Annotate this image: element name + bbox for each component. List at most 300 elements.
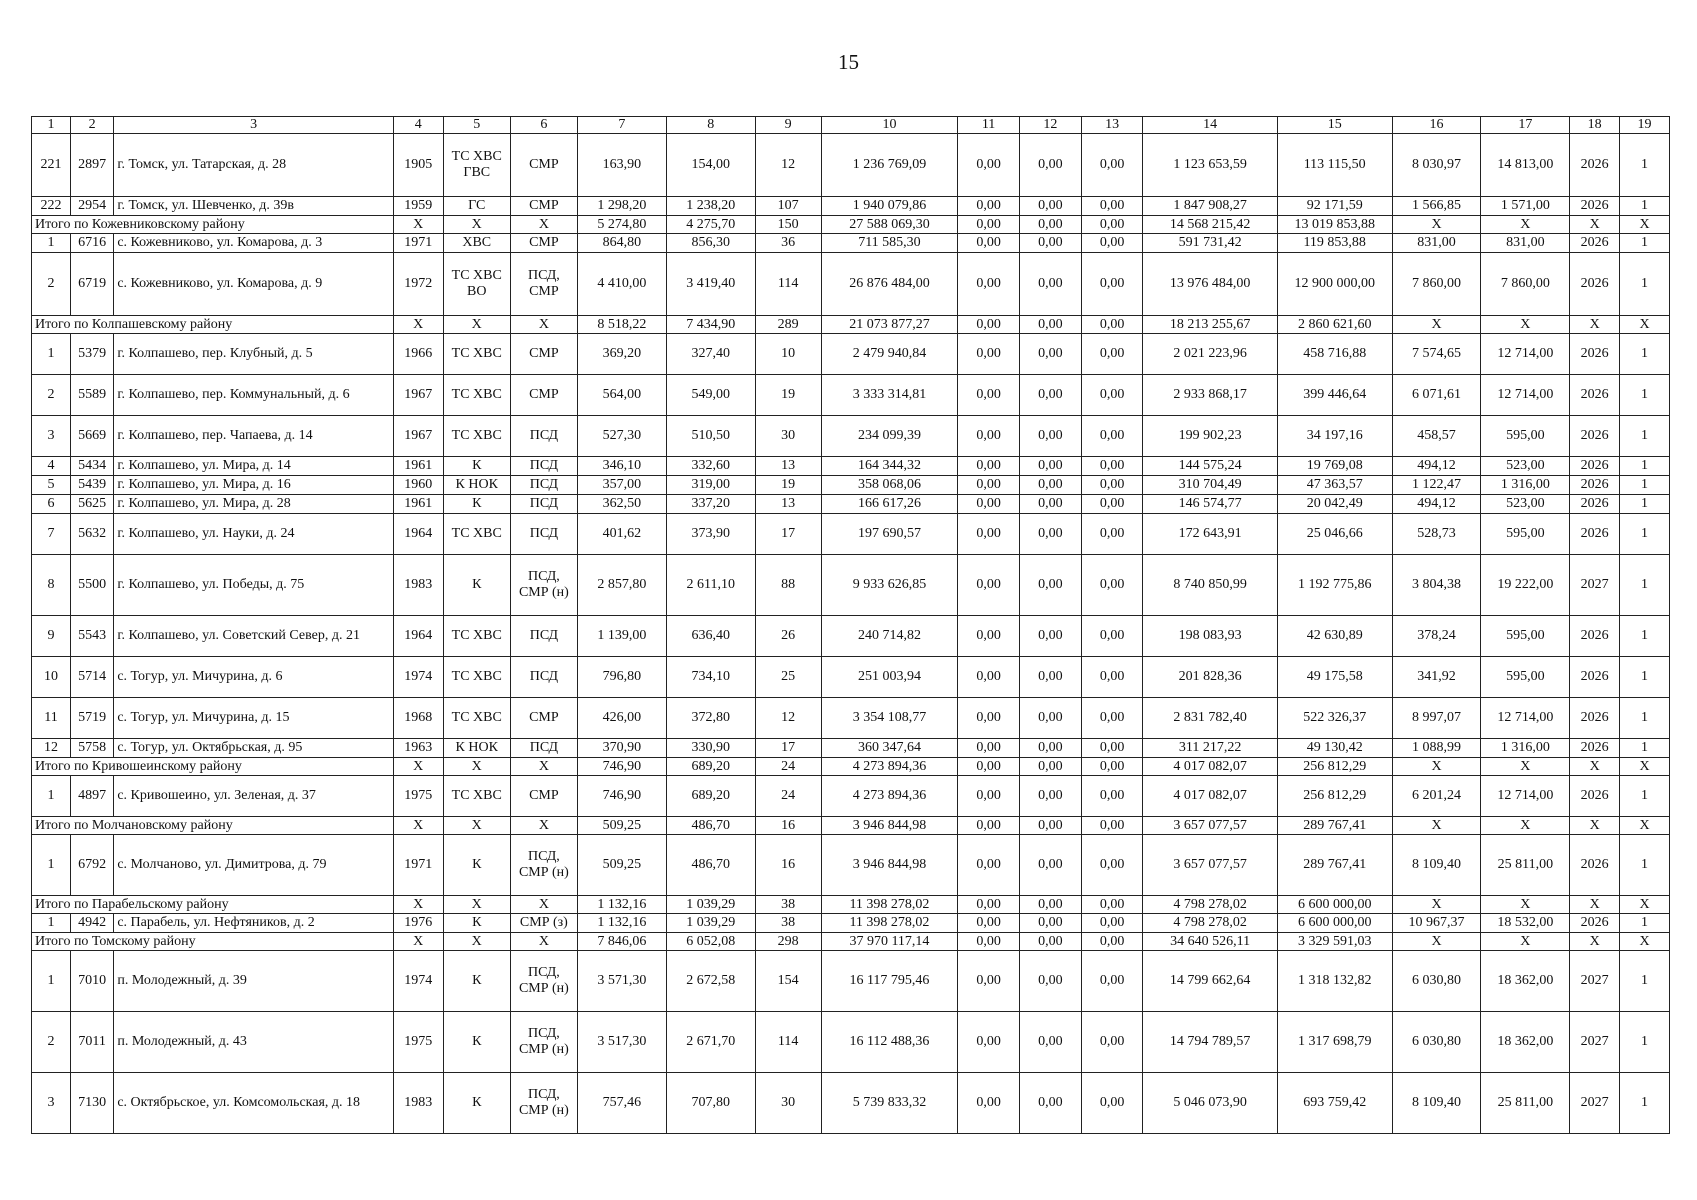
table-cell: X xyxy=(393,216,443,234)
table-cell: 38 xyxy=(755,896,821,914)
table-cell: 1959 xyxy=(393,197,443,216)
table-cell: 595,00 xyxy=(1481,514,1570,555)
table-cell: 0,00 xyxy=(1081,835,1143,896)
table-cell: К xyxy=(443,1073,510,1134)
column-number: 16 xyxy=(1392,117,1481,134)
table-cell: 0,00 xyxy=(958,1073,1020,1134)
table-cell: 10 xyxy=(755,334,821,375)
table-cell: 1 xyxy=(1620,197,1670,216)
table-cell: 163,90 xyxy=(577,134,666,197)
address-cell: г. Колпашево, ул. Мира, д. 28 xyxy=(114,495,394,514)
table-cell: X xyxy=(393,316,443,334)
table-cell: 2897 xyxy=(71,134,114,197)
table-cell: 0,00 xyxy=(1019,316,1081,334)
table-cell: 4 410,00 xyxy=(577,253,666,316)
table-cell: 0,00 xyxy=(1081,776,1143,817)
table-cell: 14 799 662,64 xyxy=(1143,951,1277,1012)
table-row xyxy=(32,334,1670,375)
table-cell: 6 071,61 xyxy=(1392,375,1481,416)
table-cell: 0,00 xyxy=(1081,1073,1143,1134)
table-cell: 6 600 000,00 xyxy=(1277,914,1392,933)
table-cell: X xyxy=(1481,316,1570,334)
table-cell: СМР xyxy=(510,234,577,253)
table-cell: 494,12 xyxy=(1392,495,1481,514)
table-cell: 486,70 xyxy=(666,817,755,835)
table-cell: 357,00 xyxy=(577,476,666,495)
table-cell: 2027 xyxy=(1570,1012,1620,1073)
table-row xyxy=(32,416,1670,457)
table-cell: 18 362,00 xyxy=(1481,1012,1570,1073)
table-cell: ПСД xyxy=(510,657,577,698)
table-cell: ТС ХВС xyxy=(443,334,510,375)
address-cell: с. Молчаново, ул. Димитрова, д. 79 xyxy=(114,835,394,896)
table-row xyxy=(32,197,1670,216)
table-cell: 0,00 xyxy=(1081,555,1143,616)
column-number: 15 xyxy=(1277,117,1392,134)
table-cell: ПСД xyxy=(510,476,577,495)
table-cell: 0,00 xyxy=(958,776,1020,817)
table-cell: 746,90 xyxy=(577,758,666,776)
table-cell: 113 115,50 xyxy=(1277,134,1392,197)
table-cell: 1 xyxy=(1620,776,1670,817)
table-cell: 1 039,29 xyxy=(666,914,755,933)
table-cell: 2026 xyxy=(1570,914,1620,933)
column-number: 14 xyxy=(1143,117,1277,134)
column-number: 18 xyxy=(1570,117,1620,134)
table-cell: 222 xyxy=(32,197,71,216)
address-cell: с. Тогур, ул. Октябрьская, д. 95 xyxy=(114,739,394,758)
address-cell: с. Октябрьское, ул. Комсомольская, д. 18 xyxy=(114,1073,394,1134)
table-cell: 6 201,24 xyxy=(1392,776,1481,817)
table-cell: 0,00 xyxy=(1019,253,1081,316)
table-cell: 1 xyxy=(32,776,71,817)
table-cell: 3 xyxy=(32,416,71,457)
table-cell: 0,00 xyxy=(1019,234,1081,253)
table-cell: 4942 xyxy=(71,914,114,933)
table-cell: 0,00 xyxy=(958,698,1020,739)
table-cell: 7 846,06 xyxy=(577,933,666,951)
table-cell: 3 354 108,77 xyxy=(821,698,958,739)
data-table xyxy=(31,116,1670,1134)
table-row xyxy=(32,616,1670,657)
table-cell: 154 xyxy=(755,951,821,1012)
table-cell: 0,00 xyxy=(1019,476,1081,495)
table-cell: 6 052,08 xyxy=(666,933,755,951)
table-cell: 25 811,00 xyxy=(1481,1073,1570,1134)
table-cell: К xyxy=(443,457,510,476)
district-total-label: Итого по Парабельскому району xyxy=(32,896,394,914)
table-cell: 2 831 782,40 xyxy=(1143,698,1277,739)
table-cell: 0,00 xyxy=(1019,914,1081,933)
table-cell: 256 812,29 xyxy=(1277,758,1392,776)
table-cell: 0,00 xyxy=(1081,933,1143,951)
table-cell: 9 xyxy=(32,616,71,657)
table-cell: 1967 xyxy=(393,416,443,457)
table-cell: 30 xyxy=(755,1073,821,1134)
table-cell: К НОК xyxy=(443,739,510,758)
table-cell: 1 123 653,59 xyxy=(1143,134,1277,197)
table-cell: 251 003,94 xyxy=(821,657,958,698)
table-cell: 0,00 xyxy=(1081,914,1143,933)
table-cell: 3 333 314,81 xyxy=(821,375,958,416)
table-cell: 7 434,90 xyxy=(666,316,755,334)
column-number: 11 xyxy=(958,117,1020,134)
table-cell: 1960 xyxy=(393,476,443,495)
district-total-row xyxy=(32,316,1670,334)
table-cell: X xyxy=(1481,933,1570,951)
table-cell: 6 030,80 xyxy=(1392,951,1481,1012)
table-cell: 12 xyxy=(32,739,71,758)
table-cell: 0,00 xyxy=(1081,951,1143,1012)
table-cell: 5 xyxy=(32,476,71,495)
table-cell: X xyxy=(510,896,577,914)
address-cell: с. Кожевниково, ул. Комарова, д. 3 xyxy=(114,234,394,253)
table-cell: X xyxy=(1481,216,1570,234)
table-cell: 1976 xyxy=(393,914,443,933)
table-cell: 1 xyxy=(1620,1012,1670,1073)
table-cell: 34 197,16 xyxy=(1277,416,1392,457)
table-cell: 1968 xyxy=(393,698,443,739)
table-cell: 0,00 xyxy=(1019,896,1081,914)
table-cell: 256 812,29 xyxy=(1277,776,1392,817)
table-cell: 114 xyxy=(755,253,821,316)
table-cell: ТС ХВС xyxy=(443,416,510,457)
table-cell: 0,00 xyxy=(958,457,1020,476)
table-cell: 26 876 484,00 xyxy=(821,253,958,316)
table-cell: 0,00 xyxy=(1081,476,1143,495)
table-cell: 8 109,40 xyxy=(1392,1073,1481,1134)
table-cell: 0,00 xyxy=(1081,316,1143,334)
table-cell: X xyxy=(443,216,510,234)
table-cell: 21 073 877,27 xyxy=(821,316,958,334)
table-cell: 2026 xyxy=(1570,197,1620,216)
table-cell: 0,00 xyxy=(1081,817,1143,835)
table-cell: X xyxy=(443,817,510,835)
table-cell: 0,00 xyxy=(1019,514,1081,555)
table-cell: X xyxy=(393,758,443,776)
table-cell: X xyxy=(1392,216,1481,234)
table-cell: 0,00 xyxy=(958,495,1020,514)
table-cell: 369,20 xyxy=(577,334,666,375)
table-cell: 1 xyxy=(1620,835,1670,896)
table-cell: 7 860,00 xyxy=(1392,253,1481,316)
column-number: 9 xyxy=(755,117,821,134)
table-cell: 523,00 xyxy=(1481,495,1570,514)
table-cell: СМР xyxy=(510,334,577,375)
table-cell: 1 316,00 xyxy=(1481,476,1570,495)
table-cell: 4 017 082,07 xyxy=(1143,758,1277,776)
table-cell: 12 714,00 xyxy=(1481,698,1570,739)
table-cell: 0,00 xyxy=(958,197,1020,216)
table-cell: X xyxy=(1620,216,1670,234)
table-cell: 0,00 xyxy=(958,616,1020,657)
table-cell: 14 813,00 xyxy=(1481,134,1570,197)
table-cell: 16 117 795,46 xyxy=(821,951,958,1012)
table-cell: 458,57 xyxy=(1392,416,1481,457)
table-cell: 1 xyxy=(32,951,71,1012)
table-cell: 0,00 xyxy=(1019,134,1081,197)
table-cell: 1 298,20 xyxy=(577,197,666,216)
table-cell: 1 039,29 xyxy=(666,896,755,914)
table-cell: 0,00 xyxy=(1081,197,1143,216)
table-cell: X xyxy=(393,817,443,835)
table-cell: 36 xyxy=(755,234,821,253)
table-cell: X xyxy=(1481,817,1570,835)
table-cell: 0,00 xyxy=(1019,416,1081,457)
table-cell: 8 xyxy=(32,555,71,616)
table-cell: 1 139,00 xyxy=(577,616,666,657)
column-number: 6 xyxy=(510,117,577,134)
table-cell: 2 671,70 xyxy=(666,1012,755,1073)
table-cell: 1 xyxy=(1620,334,1670,375)
table-cell: 734,10 xyxy=(666,657,755,698)
table-cell: 19 769,08 xyxy=(1277,457,1392,476)
table-cell: X xyxy=(393,933,443,951)
table-cell: 689,20 xyxy=(666,776,755,817)
table-cell: К xyxy=(443,555,510,616)
table-cell: 1 132,16 xyxy=(577,914,666,933)
column-number: 4 xyxy=(393,117,443,134)
table-cell: 10 967,37 xyxy=(1392,914,1481,933)
table-cell: 0,00 xyxy=(1019,776,1081,817)
table-cell: 2026 xyxy=(1570,416,1620,457)
table-cell: X xyxy=(1392,817,1481,835)
table-cell: 4897 xyxy=(71,776,114,817)
table-cell: 0,00 xyxy=(1019,933,1081,951)
table-cell: 1963 xyxy=(393,739,443,758)
column-number: 17 xyxy=(1481,117,1570,134)
table-cell: 2 479 940,84 xyxy=(821,334,958,375)
table-cell: СМР xyxy=(510,375,577,416)
table-cell: 595,00 xyxy=(1481,657,1570,698)
table-cell: X xyxy=(510,933,577,951)
table-cell: 1 xyxy=(1620,951,1670,1012)
table-cell: 2026 xyxy=(1570,739,1620,758)
table-cell: 1905 xyxy=(393,134,443,197)
table-cell: 4 273 894,36 xyxy=(821,776,958,817)
table-cell: 330,90 xyxy=(666,739,755,758)
table-cell: 2026 xyxy=(1570,835,1620,896)
table-cell: 17 xyxy=(755,739,821,758)
table-cell: 2026 xyxy=(1570,698,1620,739)
table-cell: 6 030,80 xyxy=(1392,1012,1481,1073)
table-cell: 1966 xyxy=(393,334,443,375)
table-cell: 6 xyxy=(32,495,71,514)
table-cell: 0,00 xyxy=(958,933,1020,951)
column-number: 10 xyxy=(821,117,958,134)
table-cell: X xyxy=(393,896,443,914)
table-cell: 3 946 844,98 xyxy=(821,817,958,835)
address-cell: г. Колпашево, пер. Клубный, д. 5 xyxy=(114,334,394,375)
table-cell: 0,00 xyxy=(1081,216,1143,234)
table-cell: 3 xyxy=(32,1073,71,1134)
table-cell: 0,00 xyxy=(1019,334,1081,375)
table-cell: X xyxy=(1570,316,1620,334)
table-cell: 2 611,10 xyxy=(666,555,755,616)
address-cell: г. Колпашево, ул. Победы, д. 75 xyxy=(114,555,394,616)
table-cell: 5625 xyxy=(71,495,114,514)
table-cell: ТС ХВС xyxy=(443,514,510,555)
table-cell: 12 xyxy=(755,698,821,739)
table-cell: ПСД xyxy=(510,514,577,555)
table-cell: 3 657 077,57 xyxy=(1143,817,1277,835)
table-cell: 5 274,80 xyxy=(577,216,666,234)
table-cell: ПСД xyxy=(510,416,577,457)
table-cell: 7010 xyxy=(71,951,114,1012)
table-cell: 5758 xyxy=(71,739,114,758)
table-cell: 199 902,23 xyxy=(1143,416,1277,457)
table-cell: ПСД, СМР (н) xyxy=(510,835,577,896)
address-cell: с. Тогур, ул. Мичурина, д. 6 xyxy=(114,657,394,698)
table-cell: 1964 xyxy=(393,616,443,657)
column-number: 7 xyxy=(577,117,666,134)
table-cell: 172 643,91 xyxy=(1143,514,1277,555)
table-row xyxy=(32,514,1670,555)
table-cell: 0,00 xyxy=(1081,134,1143,197)
table-cell: ХВС xyxy=(443,234,510,253)
table-cell: 2026 xyxy=(1570,134,1620,197)
table-cell: ТС ХВС ГВС xyxy=(443,134,510,197)
table-cell: 37 970 117,14 xyxy=(821,933,958,951)
table-cell: 0,00 xyxy=(1081,416,1143,457)
table-row xyxy=(32,555,1670,616)
table-cell: 13 019 853,88 xyxy=(1277,216,1392,234)
table-cell: 1 xyxy=(1620,739,1670,758)
table-cell: 0,00 xyxy=(1081,758,1143,776)
table-cell: 18 362,00 xyxy=(1481,951,1570,1012)
table-cell: 11 398 278,02 xyxy=(821,896,958,914)
table-cell: 1971 xyxy=(393,234,443,253)
table-cell: 1 xyxy=(1620,416,1670,457)
table-cell: 34 640 526,11 xyxy=(1143,933,1277,951)
table-cell: ТС ХВС xyxy=(443,375,510,416)
table-cell: 2027 xyxy=(1570,1073,1620,1134)
table-cell: 1974 xyxy=(393,657,443,698)
table-cell: 595,00 xyxy=(1481,616,1570,657)
table-cell: 12 714,00 xyxy=(1481,334,1570,375)
table-cell: 2 860 621,60 xyxy=(1277,316,1392,334)
table-cell: 0,00 xyxy=(958,739,1020,758)
table-row xyxy=(32,776,1670,817)
table-cell: 234 099,39 xyxy=(821,416,958,457)
table-cell: 0,00 xyxy=(1081,334,1143,375)
table-cell: 2026 xyxy=(1570,616,1620,657)
table-cell: 1975 xyxy=(393,776,443,817)
table-cell: 42 630,89 xyxy=(1277,616,1392,657)
table-cell: X xyxy=(1570,896,1620,914)
address-cell: г. Томск, ул. Шевченко, д. 39в xyxy=(114,197,394,216)
table-cell: 7 860,00 xyxy=(1481,253,1570,316)
table-cell: 4 017 082,07 xyxy=(1143,776,1277,817)
table-cell: 88 xyxy=(755,555,821,616)
address-cell: г. Колпашево, ул. Мира, д. 14 xyxy=(114,457,394,476)
table-cell: 494,12 xyxy=(1392,457,1481,476)
table-row xyxy=(32,375,1670,416)
table-cell: 5714 xyxy=(71,657,114,698)
table-cell: 1 xyxy=(32,835,71,896)
district-total-row xyxy=(32,216,1670,234)
table-cell: К xyxy=(443,951,510,1012)
table-cell: 1 847 908,27 xyxy=(1143,197,1277,216)
table-cell: К xyxy=(443,914,510,933)
table-cell: 24 xyxy=(755,758,821,776)
table-cell: X xyxy=(1481,758,1570,776)
table-row xyxy=(32,253,1670,316)
table-cell: 16 112 488,36 xyxy=(821,1012,958,1073)
table-cell: 1983 xyxy=(393,1073,443,1134)
table-cell: 2026 xyxy=(1570,457,1620,476)
table-cell: 13 xyxy=(755,495,821,514)
table-cell: 527,30 xyxy=(577,416,666,457)
table-cell: 636,40 xyxy=(666,616,755,657)
table-cell: 341,92 xyxy=(1392,657,1481,698)
table-cell: 2027 xyxy=(1570,951,1620,1012)
table-cell: 509,25 xyxy=(577,835,666,896)
table-cell: 0,00 xyxy=(958,951,1020,1012)
table-row xyxy=(32,657,1670,698)
table-cell: 12 900 000,00 xyxy=(1277,253,1392,316)
table-cell: 5669 xyxy=(71,416,114,457)
district-total-row xyxy=(32,933,1670,951)
table-cell: 0,00 xyxy=(958,234,1020,253)
address-cell: г. Колпашево, ул. Мира, д. 16 xyxy=(114,476,394,495)
table-cell: 796,80 xyxy=(577,657,666,698)
table-cell: 1 318 132,82 xyxy=(1277,951,1392,1012)
table-cell: 298 xyxy=(755,933,821,951)
table-cell: 14 794 789,57 xyxy=(1143,1012,1277,1073)
table-cell: 0,00 xyxy=(958,316,1020,334)
table-cell: 5589 xyxy=(71,375,114,416)
table-cell: 1983 xyxy=(393,555,443,616)
table-cell: 0,00 xyxy=(1081,657,1143,698)
table-row xyxy=(32,914,1670,933)
table-cell: 0,00 xyxy=(1019,495,1081,514)
table-cell: 5 046 073,90 xyxy=(1143,1073,1277,1134)
table-cell: 16 xyxy=(755,835,821,896)
table-cell: 0,00 xyxy=(1081,375,1143,416)
table-cell: X xyxy=(510,758,577,776)
table-cell: 12 714,00 xyxy=(1481,375,1570,416)
table-cell: 0,00 xyxy=(1081,234,1143,253)
table-cell: 337,20 xyxy=(666,495,755,514)
table-cell: К xyxy=(443,495,510,514)
table-cell: 1 236 769,09 xyxy=(821,134,958,197)
table-row xyxy=(32,495,1670,514)
table-cell: 5719 xyxy=(71,698,114,739)
table-cell: 198 083,93 xyxy=(1143,616,1277,657)
table-cell: 1 xyxy=(1620,375,1670,416)
table-cell: 8 518,22 xyxy=(577,316,666,334)
table-cell: 2 933 868,17 xyxy=(1143,375,1277,416)
table-cell: 2026 xyxy=(1570,514,1620,555)
table-cell: 1 088,99 xyxy=(1392,739,1481,758)
table-cell: 27 588 069,30 xyxy=(821,216,958,234)
table-cell: 20 042,49 xyxy=(1277,495,1392,514)
table-cell: 7011 xyxy=(71,1012,114,1073)
table-cell: 3 517,30 xyxy=(577,1012,666,1073)
table-cell: 0,00 xyxy=(1019,216,1081,234)
table-cell: 0,00 xyxy=(1081,495,1143,514)
table-cell: 401,62 xyxy=(577,514,666,555)
table-cell: 5632 xyxy=(71,514,114,555)
table-cell: 5543 xyxy=(71,616,114,657)
table-cell: 1 xyxy=(1620,657,1670,698)
table-cell: 1974 xyxy=(393,951,443,1012)
table-cell: 16 xyxy=(755,817,821,835)
table-cell: 0,00 xyxy=(1019,375,1081,416)
table-row xyxy=(32,951,1670,1012)
table-cell: 38 xyxy=(755,914,821,933)
